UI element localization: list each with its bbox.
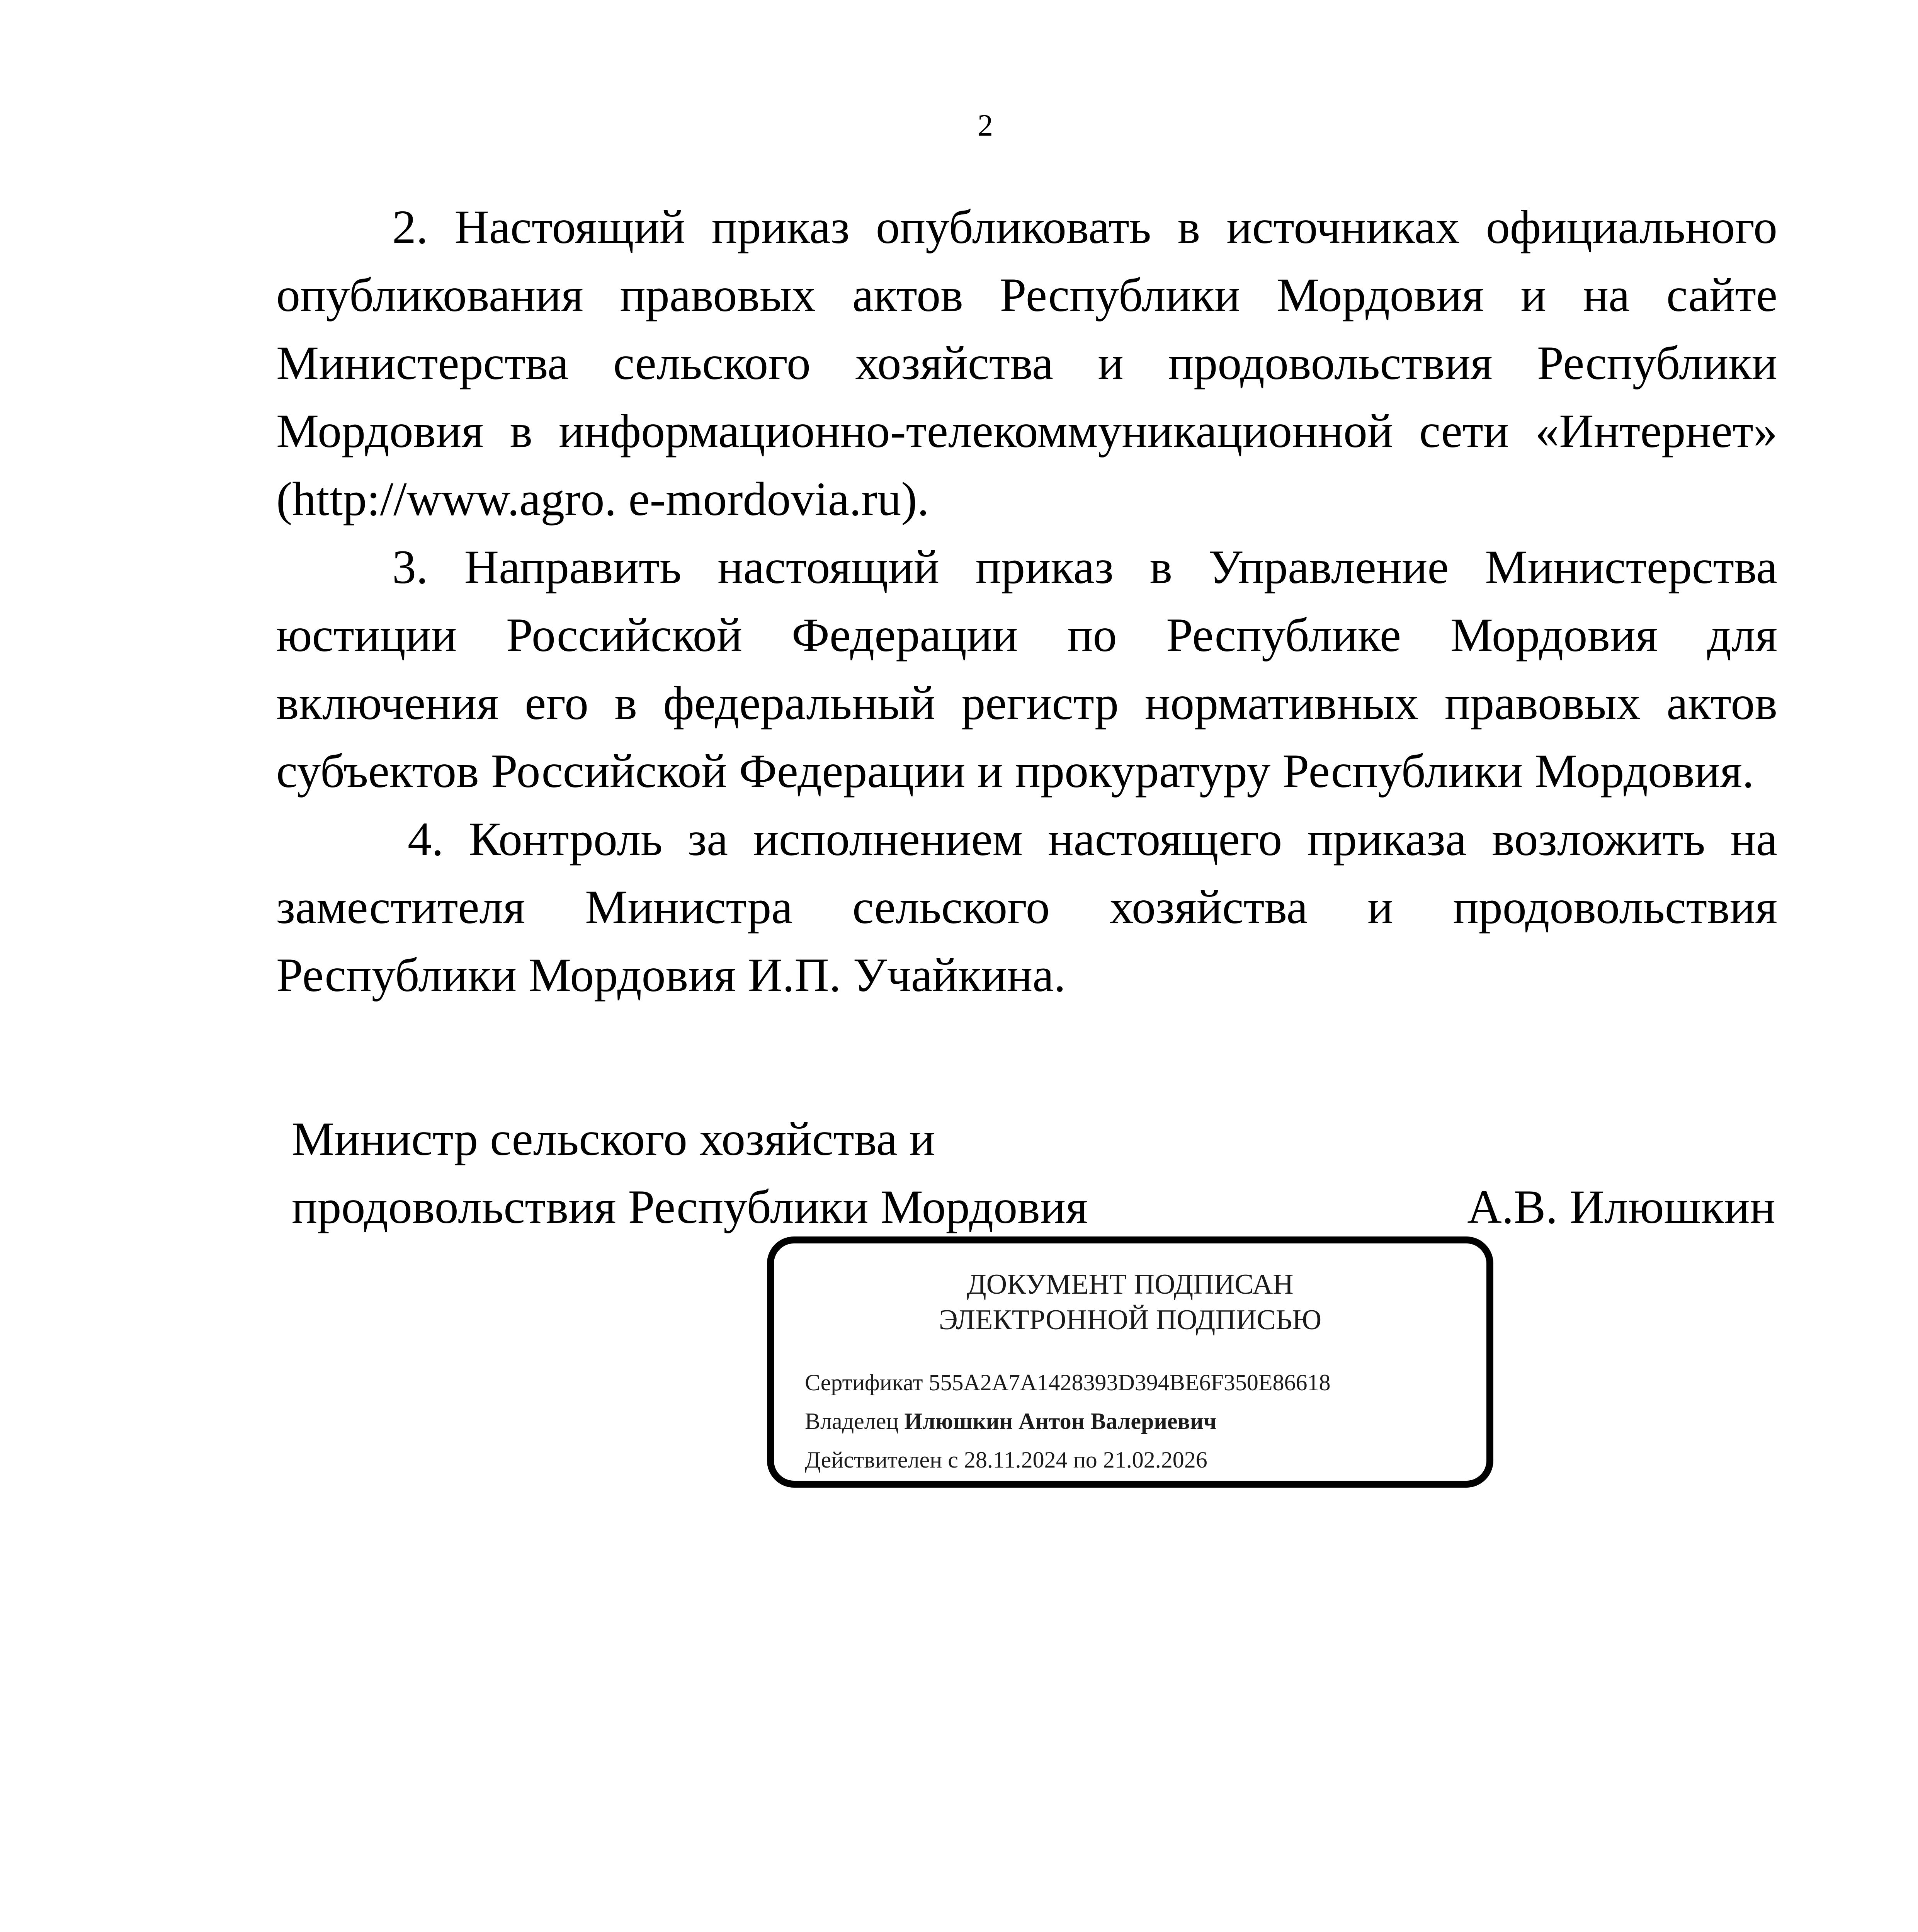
certificate-label: Сертификат [805, 1370, 923, 1395]
stamp-certificate [805, 1371, 1330, 1394]
order-body [276, 193, 1777, 1009]
valid-label: Действителен с [805, 1447, 958, 1473]
paragraph-2: 2. Настоящий приказ опубликовать в источниках официального опубликования правовых актов Республики Мордовия и на сайте Министерства сельского хозяйства и продовольствия Республики Мордовия в информационно-телекоммуникационной сети «Интернет» (http://www.agro. e-mordovia.ru). [276, 201, 1777, 526]
electronic-signature-stamp [767, 1236, 1493, 1488]
valid-to: 21.02.2026 [1103, 1447, 1207, 1473]
valid-from: 28.11.2024 [964, 1447, 1068, 1473]
certificate-value: 555A2A7A1428393D394BE6F350E86618 [928, 1370, 1331, 1395]
signature-block [292, 1105, 1775, 1241]
stamp-header [774, 1267, 1486, 1338]
owner-label: Владелец [805, 1408, 899, 1434]
paragraph-4: 4. Контроль за исполнением настоящего приказа возложить на заместителя Министра сельского хозяйства и продовольствия Республики Мордовия И.П. Учайкина. [276, 813, 1777, 1002]
stamp-header-line2: ЭЛЕКТРОННОЙ ПОДПИСЬЮ [939, 1304, 1322, 1336]
signer-title-line1: Министр сельского хозяйства и [292, 1112, 935, 1165]
page-number: 2 [978, 109, 993, 143]
stamp-validity [805, 1448, 1207, 1471]
signer-title-line2: продовольствия Республики Мордовия [292, 1180, 1088, 1233]
paragraph-3: 3. Направить настоящий приказ в Управление Министерства юстиции Российской Федерации по Республике Мордовия для включения его в федеральный регистр нормативных правовых актов субъектов Российской Федерации и прокуратуру Республики Мордовия. [276, 541, 1777, 798]
signer-name: А.В. Илюшкин [1467, 1180, 1775, 1233]
stamp-owner [805, 1410, 1216, 1433]
owner-value: Илюшкин Антон Валериевич [904, 1408, 1217, 1434]
valid-to-label: по [1073, 1447, 1097, 1473]
stamp-header-line1: ДОКУМЕНТ ПОДПИСАН [967, 1269, 1294, 1300]
